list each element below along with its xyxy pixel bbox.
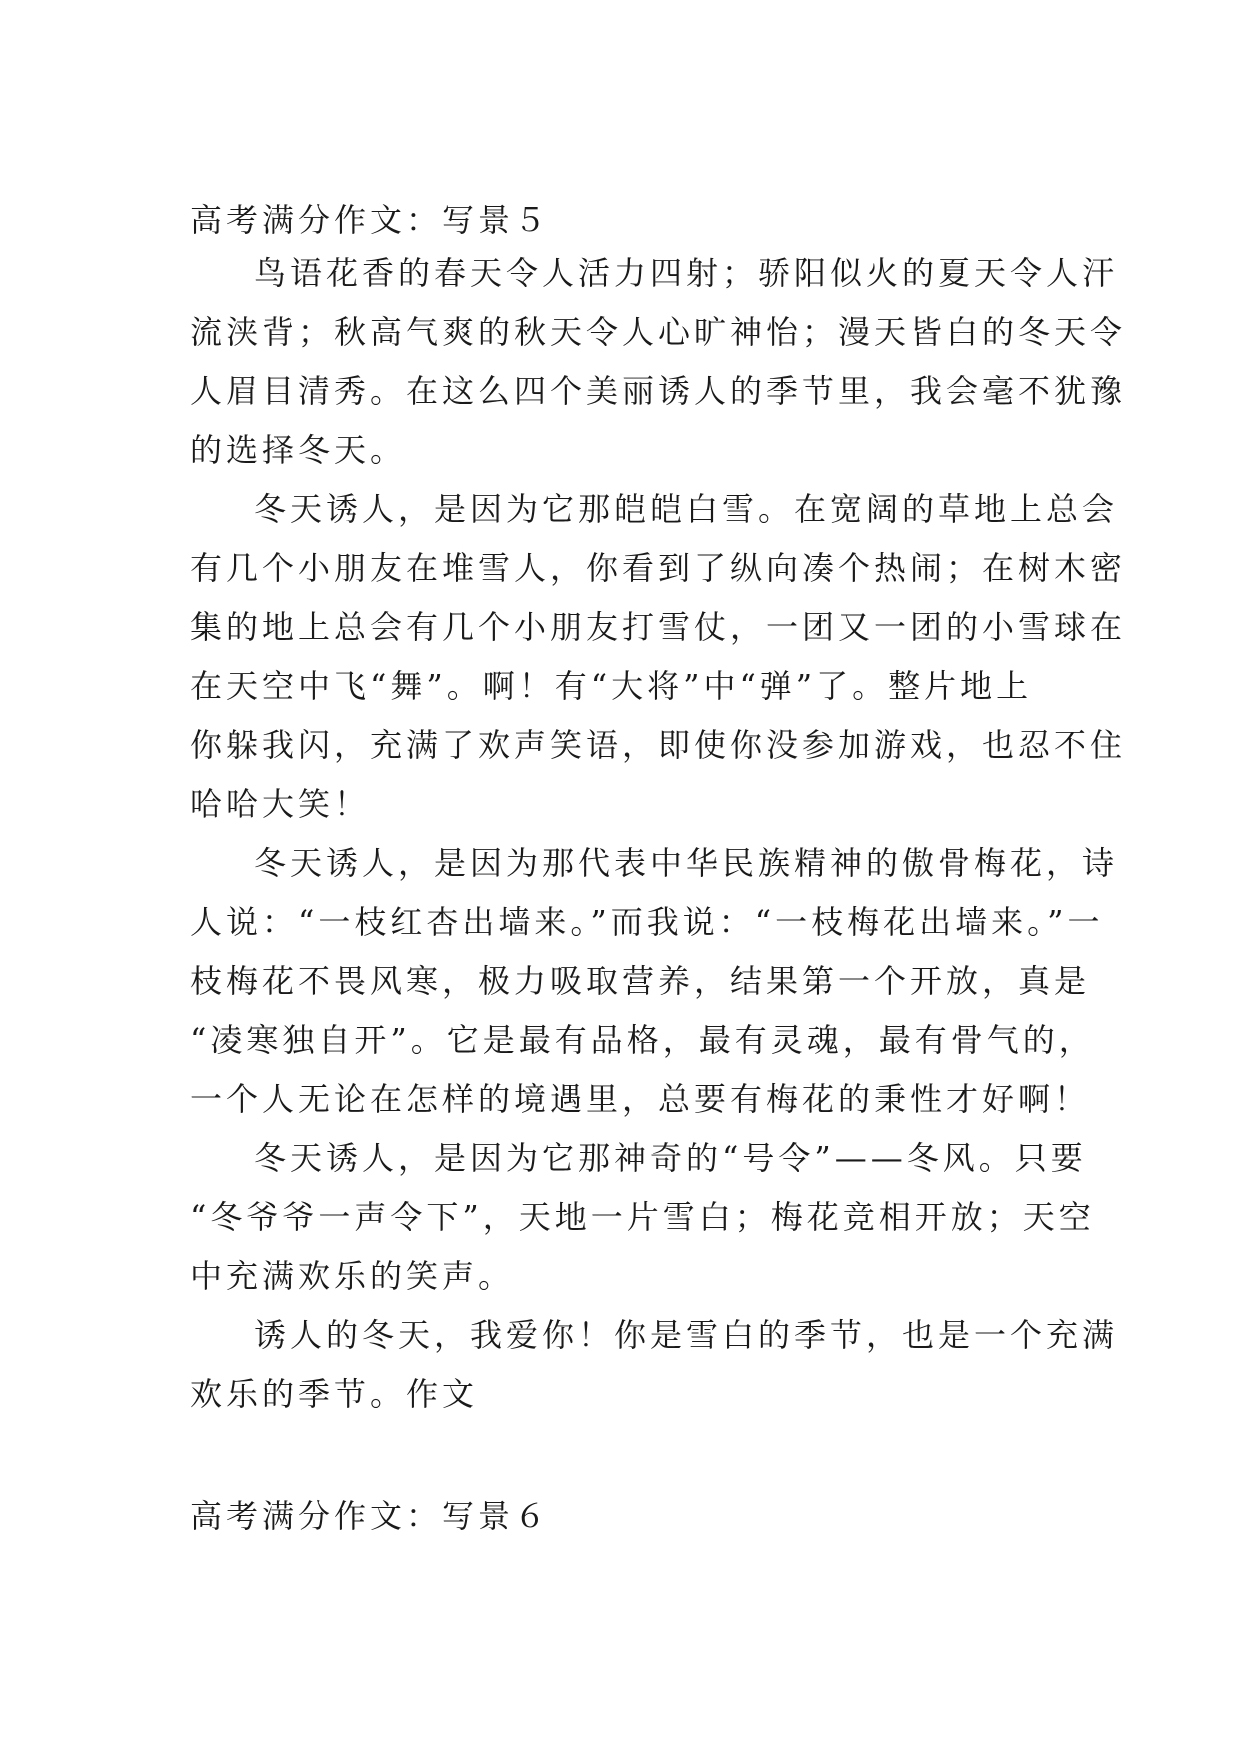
text-line: 的选择冬天。 <box>190 431 407 469</box>
text-line: 一个人无论在怎样的境遇里，总要有梅花的秉性才好啊！ <box>190 1080 1091 1118</box>
text-line: 在天空中飞“舞”。啊！有“大将”中“弹”了。整片地上 <box>190 667 1033 705</box>
essay-body <box>190 244 1127 1424</box>
text-line: 诱人的冬天，我爱你！你是雪白的季节，也是一个充满 <box>254 1316 1119 1354</box>
paragraph-1 <box>190 244 1127 480</box>
paragraph-3 <box>190 834 1119 1129</box>
text-line: 欢乐的季节。作文 <box>190 1375 479 1413</box>
text-line: 冬天诱人，是因为那代表中华民族精神的傲骨梅花，诗 <box>254 844 1119 882</box>
text-line: 人眉目清秀。在这么四个美丽诱人的季节里，我会毫不犹豫 <box>190 372 1127 410</box>
text-line: 流浃背；秋高气爽的秋天令人心旷神怡；漫天皆白的冬天令 <box>190 313 1127 351</box>
text-line: 你躲我闪，充满了欢声笑语，即使你没参加游戏，也忍不住 <box>190 726 1127 764</box>
section-title-2: 高考满分作文：写景６ <box>190 1497 551 1535</box>
text-line: 中充满欢乐的笑声。 <box>190 1257 515 1295</box>
text-line: 枝梅花不畏风寒，极力吸取营养，结果第一个开放，真是 <box>190 962 1091 1000</box>
text-line: 人说：“一枝红杏出墙来。”而我说：“一枝梅花出墙来。”一 <box>190 903 1104 941</box>
paragraph-5 <box>190 1306 1119 1424</box>
paragraph-4 <box>190 1129 1095 1306</box>
text-line: 集的地上总会有几个小朋友打雪仗，一团又一团的小雪球在 <box>190 608 1127 646</box>
paragraph-2 <box>190 480 1127 834</box>
text-line: 有几个小朋友在堆雪人，你看到了纵向凑个热闹；在树木密 <box>190 549 1127 587</box>
text-line: “冬爷爷一声令下”，天地一片雪白；梅花竞相开放；天空 <box>190 1198 1095 1236</box>
text-line: 冬天诱人，是因为它那皑皑白雪。在宽阔的草地上总会 <box>254 490 1119 528</box>
text-line: 鸟语花香的春天令人活力四射；骄阳似火的夏天令人汗 <box>254 254 1119 292</box>
text-line: “凌寒独自开”。它是最有品格，最有灵魂，最有骨气的， <box>190 1021 1095 1059</box>
section-title-1: 高考满分作文：写景５ <box>190 201 551 239</box>
text-line: 哈哈大笑！ <box>190 785 371 823</box>
text-line: 冬天诱人，是因为它那神奇的“号令”——冬风。只要 <box>254 1139 1087 1177</box>
